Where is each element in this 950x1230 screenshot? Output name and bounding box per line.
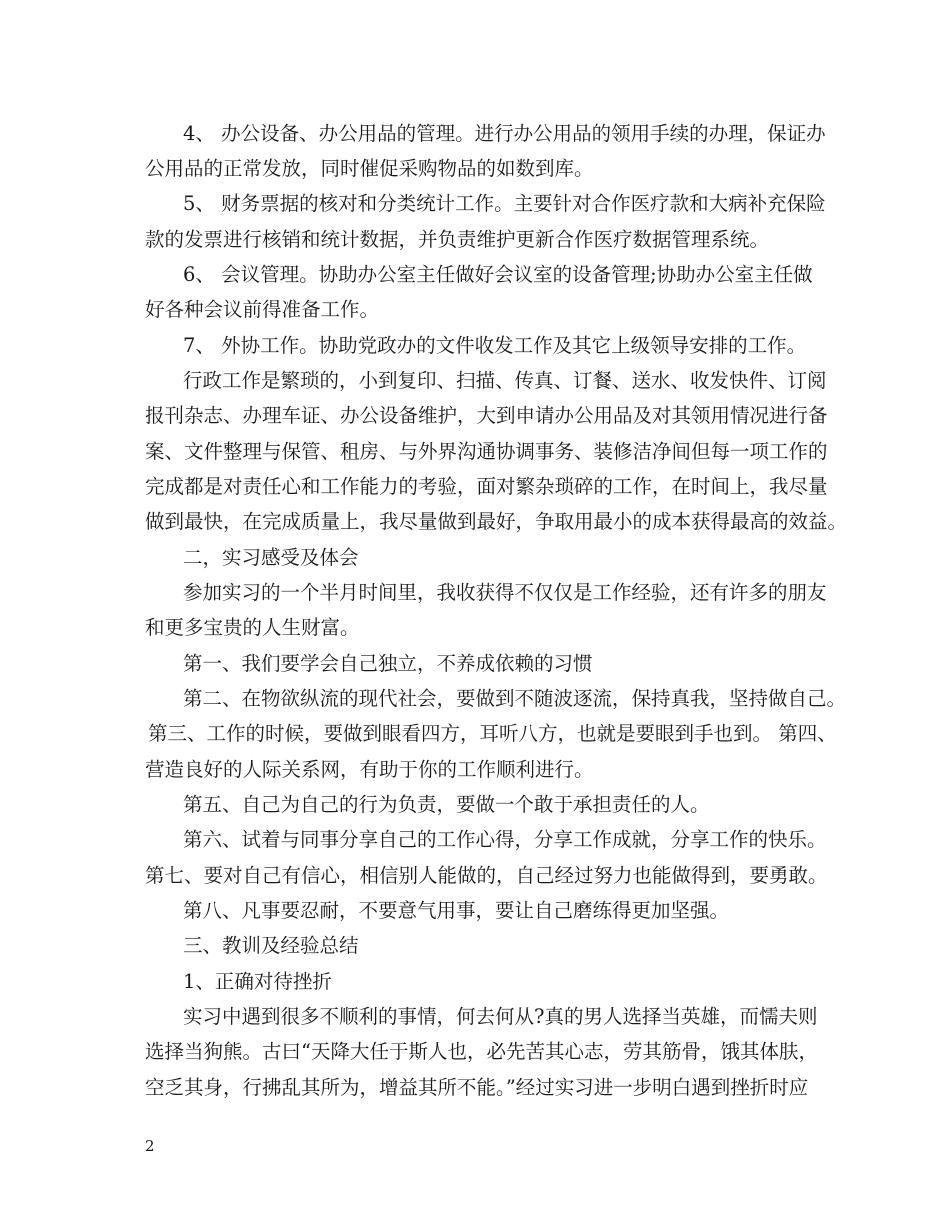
text-line: 公用品的正常发放，同时催促采购物品的如数到库。 <box>145 157 594 180</box>
text-line: 第六、试着与同事分享自己的工作心得，分享工作成就，分享工作的快乐。 <box>183 828 827 851</box>
text-line: 空乏其身，行拂乱其所为，增益其所不能。”经过实习进一步明白遇到挫折时应 <box>145 1076 809 1099</box>
text-line: 实习中遇到很多不顺利的事情，何去何从?真的男人选择当英雄，而懦夫则 <box>183 1005 818 1028</box>
text-line: 6、 会议管理。协助办公室主任做好会议室的设备管理;协助办公室主任做 <box>183 263 813 286</box>
text-line: 第三、工作的时候，要做到眼看四方，耳听八方，也就是要眼到手也到。 第四、 <box>148 722 837 745</box>
text-line: 参加实习的一个半月时间里，我收获得不仅仅是工作经验，还有许多的朋友 <box>183 581 827 604</box>
text-line: 5、 财务票据的核对和分类统计工作。主要针对合作医疗款和大病补充保险 <box>183 192 826 215</box>
text-line: 营造良好的人际关系网，有助于你的工作顺利进行。 <box>145 758 594 781</box>
text-line: 完成都是对责任心和工作能力的考验，面对繁杂琐碎的工作，在时间上，我尽量 <box>145 475 828 498</box>
text-line: 第八、凡事要忍耐，不要意气用事，要让自己磨练得更加坚强。 <box>183 899 730 922</box>
text-line: 行政工作是繁琐的，小到复印、扫描、传真、订餐、送水、收发快件、订阅 <box>183 369 827 392</box>
text-line: 第五、自己为自己的行为负责，要做一个敢于承担责任的人。 <box>183 793 710 816</box>
section-heading: 三、教训及经验总结 <box>183 934 359 957</box>
text-line: 做到最快，在完成质量上，我尽量做到最好，争取用最小的成本获得最高的效益。 <box>145 510 848 533</box>
text-line: 选择当狗熊。古曰“天降大任于斯人也，必先苦其心志，劳其筋骨，饿其体肤， <box>145 1040 818 1063</box>
subsection-heading: 1、正确对待挫折 <box>183 970 332 993</box>
text-line: 第七、要对自己有信心，相信别人能做的，自己经过努力也能做得到，要勇敢。 <box>145 864 828 887</box>
section-heading: 二，实习感受及体会 <box>183 546 359 569</box>
text-line: 第二、在物欲纵流的现代社会，要做到不随波逐流，保持真我，坚持做自己。 <box>183 687 847 710</box>
text-line: 款的发票进行核销和统计数据，并负责维护更新合作医疗数据管理系统。 <box>145 228 770 251</box>
text-line: 报刊杂志、办理车证、办公设备维护，大到申请办公用品及对其领用情况进行备 <box>145 404 828 427</box>
text-line: 案、文件整理与保管、租房、与外界沟通协调事务、装修洁净间但每一项工作的 <box>145 440 828 463</box>
text-line: 7、 外协工作。协助党政办的文件收发工作及其它上级领导安排的工作。 <box>183 334 807 357</box>
text-line: 好各种会议前得准备工作。 <box>145 298 380 321</box>
page-number: 2 <box>145 1137 155 1155</box>
text-line: 第一、我们要学会自己独立，不养成依赖的习惯 <box>183 652 593 675</box>
text-line: 4、 办公设备、办公用品的管理。进行办公用品的领用手续的办理，保证办 <box>183 122 826 145</box>
text-line: 和更多宝贵的人生财富。 <box>145 616 360 639</box>
